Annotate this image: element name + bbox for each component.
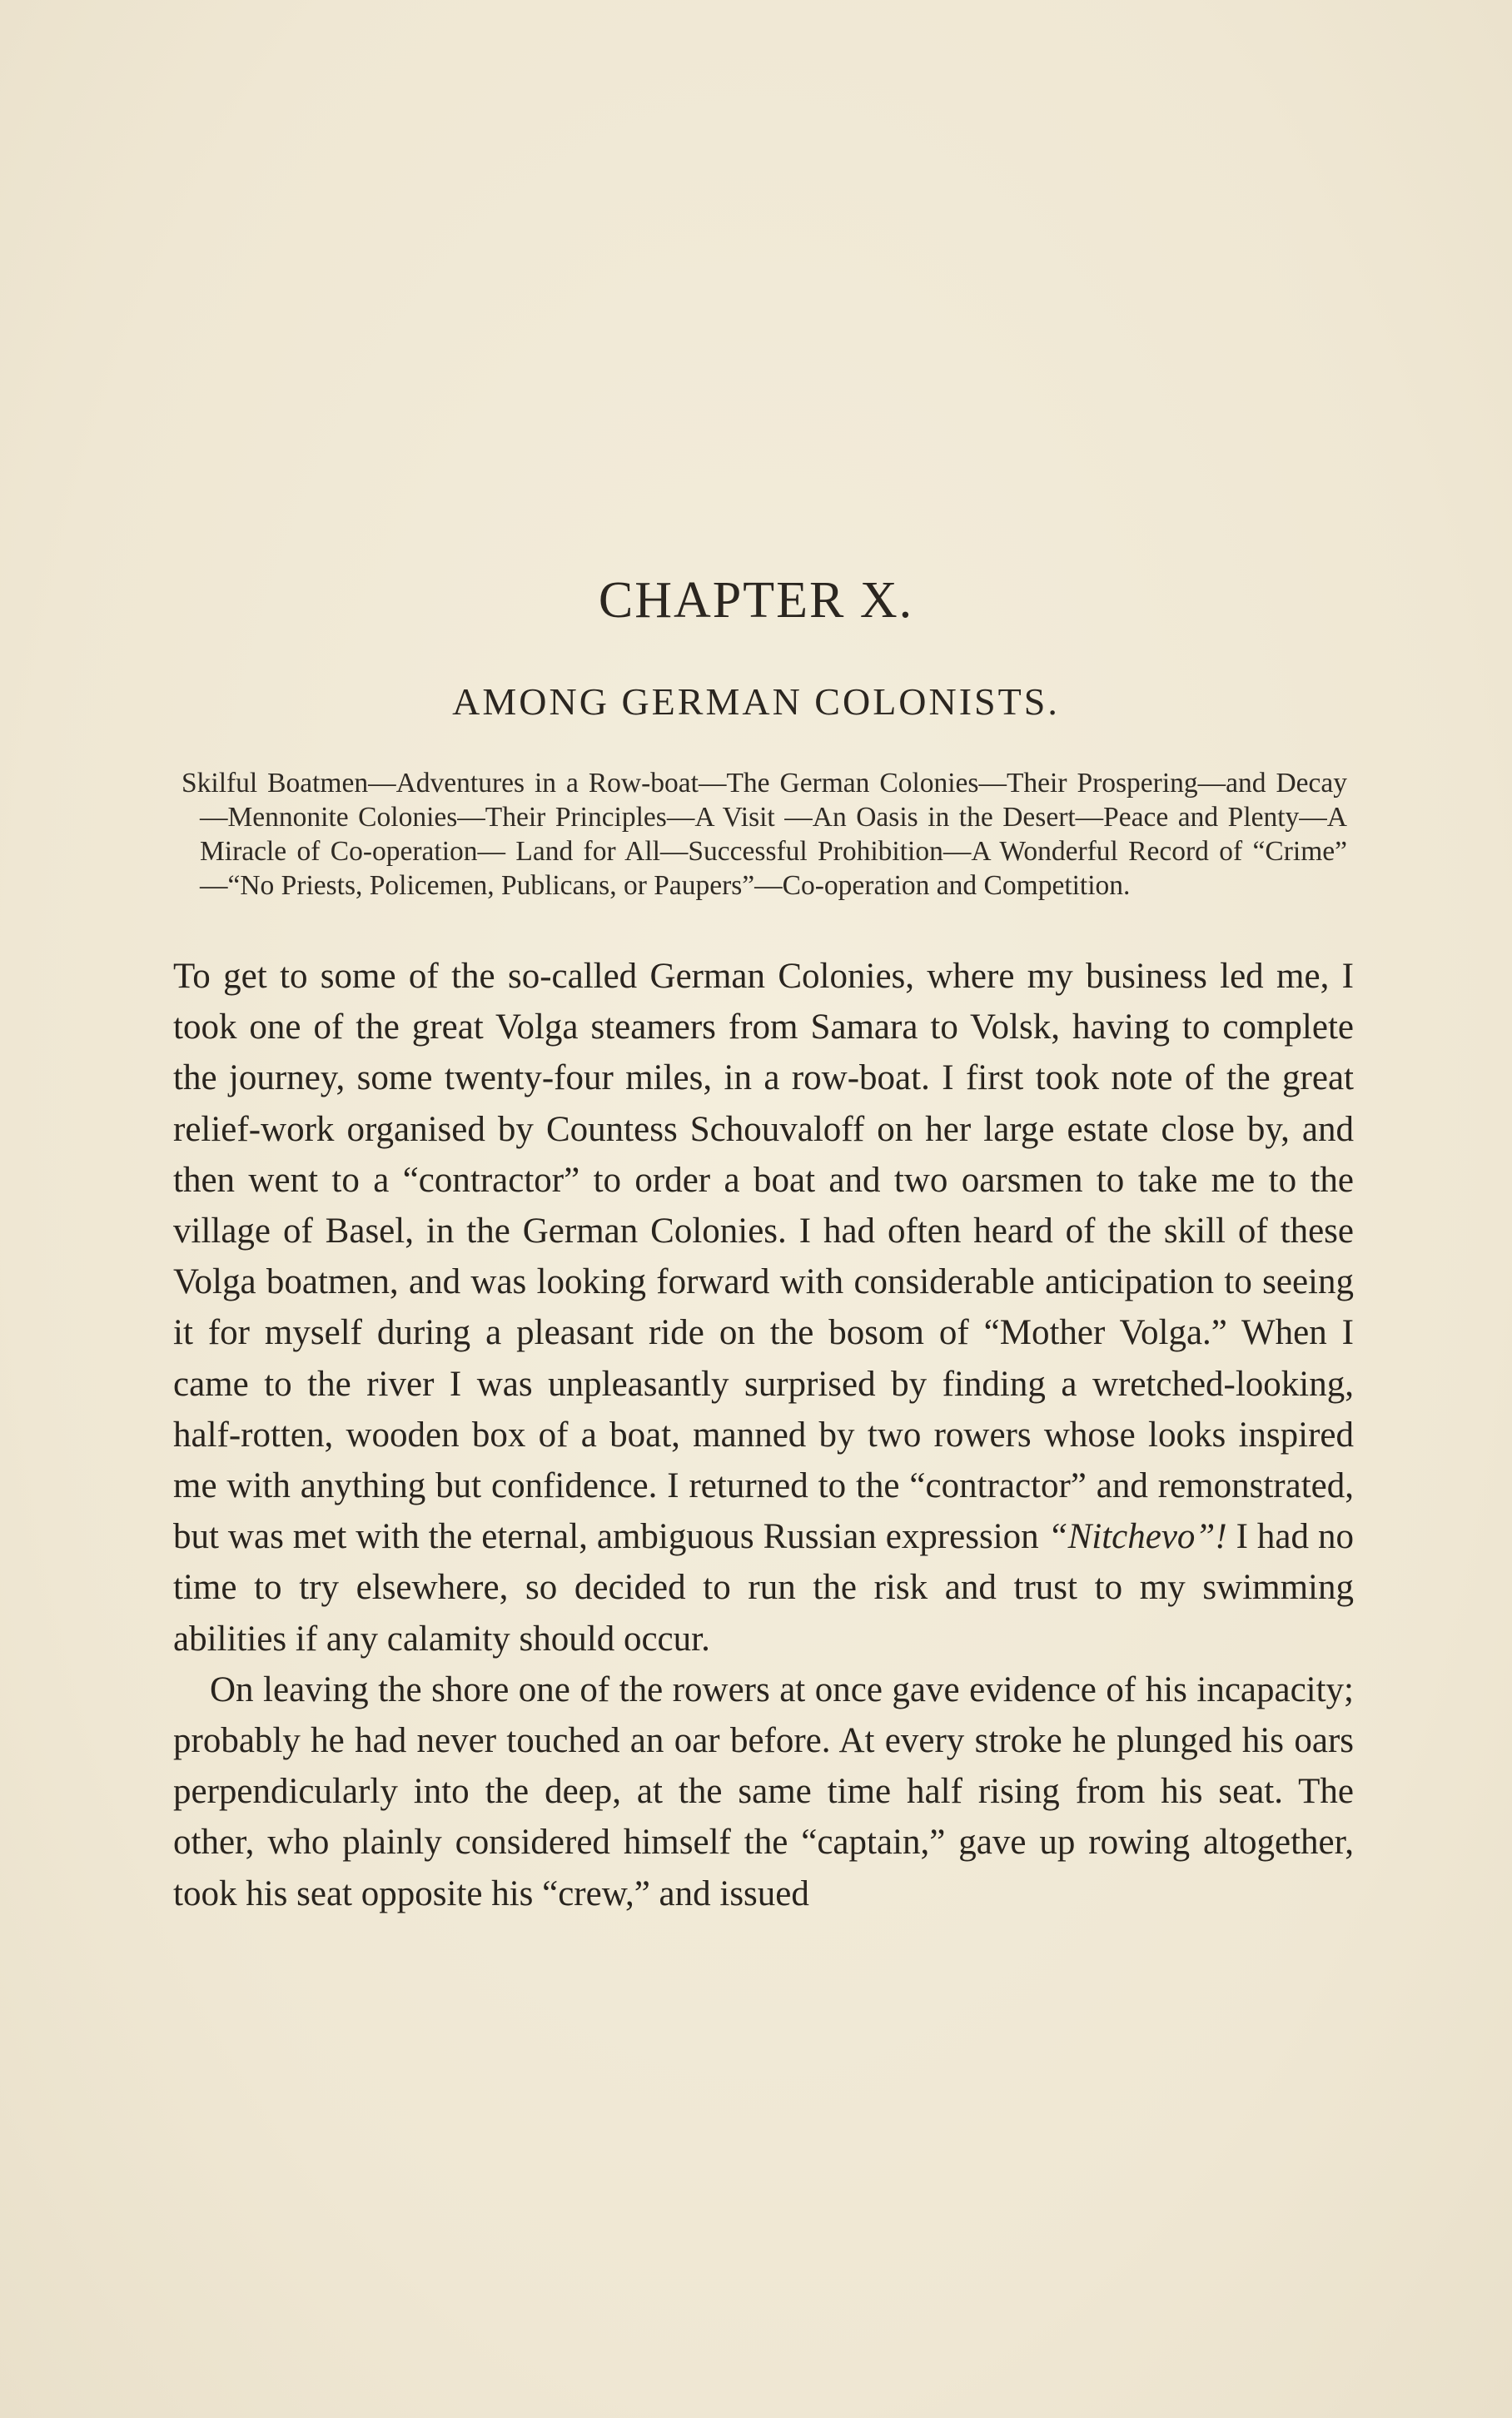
chapter-title: CHAPTER X.: [598, 572, 914, 629]
paragraph-1-text-end: I had no time to try elsewhere, so decided to run the risk and trust to my swimming abilities if any calamity should occur.: [173, 1517, 1354, 1659]
chapter-body: [173, 951, 1354, 1919]
chapter-subtitle: AMONG GERMAN COLONISTS.: [452, 680, 1060, 723]
paragraph-1-italic-word: “Nitchevo”!: [1047, 1517, 1227, 1557]
chapter-synopsis: Skilful Boatmen—Adventures in a Row-boat—The German Colonies—Their Prospering—and Decay—Mennonite Colonies—Their Principles—A Visit —An Oasis in the Desert—Peace and Plenty—A Miracle of Co-operation— Land for All—Successful Prohibition—A Wonderful Record of “Crime” —“No Priests, Policemen, Publicans, or Paupers”—Co-operation and Competition.: [182, 768, 1347, 901]
paragraph-2: On leaving the shore one of the rowers at once gave evidence of his incapacity; probably he had never touched an oar before. At every stroke he plunged his oars perpendicularly into the deep, at the same time half rising from his seat. The other, who plainly considered himself the “captain,” gave up rowing altogether, took his seat opposite his “crew,” and issued: [173, 1669, 1354, 1913]
paragraph-1: [173, 951, 1354, 1664]
paragraph-1-text: To get to some of the so-called German Colonies, where my business led me, I took one of the great Volga steamers from Samara to Volsk, having to complete the journey, some twenty-four miles, in a row-boat. I first took note of the great relief-work organised by Countess Schouvaloff on her large estate close by, and then went to a “contractor” to order a boat and two oarsmen to take me to the village of Basel, in the German Colonies. I had often heard of the skill of these Volga boatmen, and was looking forward with considerable anticipation to seeing it for myself during a pleasant ride on the bosom of “Mother Volga.” When I came to the river I was unpleasantly surprised by finding a wretched-looking, half-rotten, wooden box of a boat, manned by two rowers whose looks inspired me with anything but confidence. I returned to the “contractor” and remonstrated, but was met with the eternal, ambiguous Russian expression: [173, 957, 1354, 1557]
